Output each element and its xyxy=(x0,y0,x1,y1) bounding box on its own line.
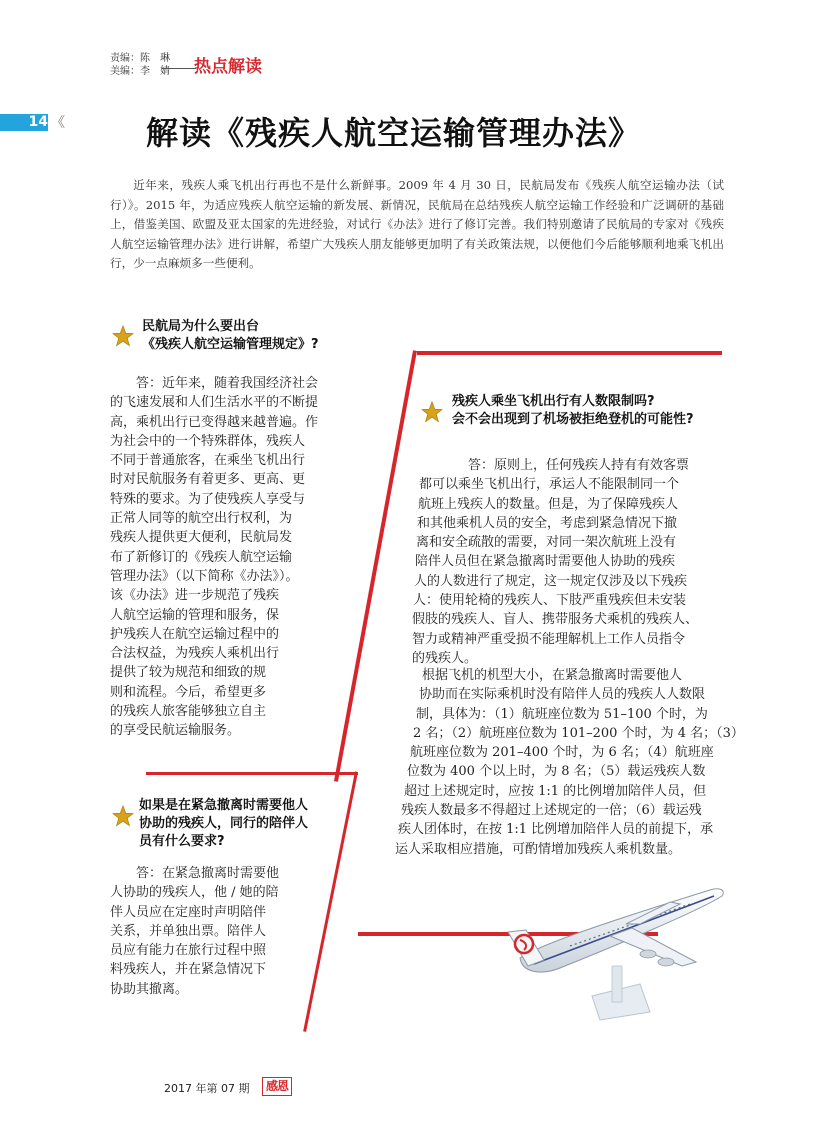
text-line: 高，乘机出行已变得越来越普遍。作 xyxy=(110,414,319,430)
question-1-line-1: 民航局为什么要出台 xyxy=(142,319,260,334)
star-icon xyxy=(112,325,134,347)
text-line: 的享受民航运输服务。 xyxy=(110,723,241,739)
text-line: 不同于普通旅客，在乘坐飞机出行 xyxy=(110,453,306,469)
page-number: 14 xyxy=(28,114,48,130)
text-line: 协助而在实际乘机时没有陪伴人员的残疾人人数限 xyxy=(419,687,706,703)
text-line: 协助的残疾人，同行的陪伴人 xyxy=(139,816,309,831)
text-line: 位数为 400 个以上时，为 8 名；（5）载运残疾人数 xyxy=(407,764,706,780)
text-line: 如果是在紧急撤离时需要他人 xyxy=(139,798,309,813)
section-tag: 热点解读 xyxy=(194,57,262,77)
text-line: 超过上述规定时，应按 1:1 的比例增加陪伴人员，但 xyxy=(404,783,707,799)
issue-label: 2017 年第 07 期 xyxy=(164,1082,250,1095)
text-line: 布了新修订的《残疾人航空运输 xyxy=(110,549,293,565)
intro-paragraph: 近年来，残疾人乘飞机出行再也不是什么新鲜事。2009 年 4 月 30 日，民航局发布《残疾人航空运输办法（试行）》。2015 年，为适应残疾人航空运输的新发展、新情况，民航局在总结残疾人航空运输工作经验和广泛调研的基础上，借鉴美国、欧盟及亚太国家的先进经验，对试行《办法》进行了修订完善。我们特别邀请了民航局的专家对《残疾人航空运输管理办法》进行讲解，希望广大残疾人朋友能够更加明了有关政策法规，以便他们今后能够顺利地乘飞机出行，少一点麻烦多一些便利。 xyxy=(110,178,724,270)
frame-line-left-top xyxy=(146,772,358,775)
question-2-line-1: 残疾人乘坐飞机出行有人数限制吗? xyxy=(452,394,655,409)
text-line: 的飞速发展和人们生活水平的不断提 xyxy=(110,395,319,411)
frame-line-left-diagonal xyxy=(303,771,358,1031)
text-line: 智力或精神严重受损不能理解机上工作人员指令 xyxy=(412,631,686,647)
text-line: 疾人团体时，在按 1:1 比例增加陪伴人员的前提下，承 xyxy=(398,822,714,838)
star-icon xyxy=(421,401,443,423)
text-line: 答：原则上，任何残疾人持有有效客票 xyxy=(468,458,690,473)
editor-name: 责编：陈 琳 xyxy=(110,53,170,64)
text-line: 答：近年来，随着我国经济社会 xyxy=(136,376,319,391)
frame-line-top xyxy=(417,351,722,355)
text-line: 关系，并单独出票。陪伴人 xyxy=(110,923,267,939)
question-3-heading xyxy=(139,797,308,851)
text-line: 特殊的要求。为了使残疾人享受与 xyxy=(110,491,306,507)
page-arrow-glyph: 《 xyxy=(51,115,65,131)
text-line: 料残疾人，并在紧急情况下 xyxy=(110,962,267,978)
text-line: 都可以乘坐飞机出行，承运人不能限制同一个 xyxy=(419,477,680,493)
text-line: 答：在紧急撤离时需要他 xyxy=(136,866,280,881)
airplane-model-image xyxy=(500,880,730,1028)
text-line: 陪伴人员但在紧急撤离时需要他人协助的残疾 xyxy=(415,554,676,570)
question-2-heading xyxy=(452,393,694,429)
text-line: 员应有能力在旅行过程中照 xyxy=(110,943,267,959)
text-line: 人的人数进行了规定，这一规定仅涉及以下残疾 xyxy=(414,573,688,589)
text-line: 残疾人提供更大便利，民航局发 xyxy=(110,530,293,546)
text-line: 运人采取相应措施，可酌情增加残疾人乘机数量。 xyxy=(395,841,682,857)
text-line: 人协助的残疾人，他 / 她的陪 xyxy=(110,885,279,901)
text-line: 残疾人数最多不得超过上述规定的一倍；（6）载运残 xyxy=(401,803,702,819)
text-line: 员有什么要求? xyxy=(139,834,225,849)
text-line: 的残疾人旅客能够独立自主 xyxy=(110,704,267,720)
text-line: 2 名；（2）航班座位数为 101–200 个时，为 4 名；（3） xyxy=(413,725,744,741)
text-line: 合法权益，为残疾人乘机出行 xyxy=(110,646,280,662)
text-line: 提供了较为规范和细致的规 xyxy=(110,665,267,681)
question-1-heading xyxy=(142,318,319,354)
text-line: 的残疾人。 xyxy=(412,650,478,666)
text-line: 为社会中的一个特殊群体，残疾人 xyxy=(110,433,306,449)
text-line: 时对民航服务有着更多、更高、更 xyxy=(110,472,306,488)
text-line: 和其他乘机人员的安全，考虑到紧急情况下撤 xyxy=(417,515,678,531)
text-line: 人：使用轮椅的残疾人、下肢严重残疾但未安装 xyxy=(413,593,687,609)
article-title: 解读《残疾人航空运输管理办法》 xyxy=(146,114,642,152)
text-line: 根据飞机的机型大小，在紧急撤离时需要他人 xyxy=(422,668,683,683)
answer-3 xyxy=(110,864,279,999)
editor-credits xyxy=(110,52,170,78)
text-line: 人航空运输的管理和服务，保 xyxy=(110,607,280,623)
text-line: 正常人同等的航空出行权利，为 xyxy=(110,511,293,527)
text-line: 航班座位数为 201–400 个时，为 6 名；（4）航班座 xyxy=(410,745,714,761)
text-line: 离和安全疏散的需要，对同一架次航班上没有 xyxy=(416,535,677,551)
answer-2-paragraph-2 xyxy=(384,666,744,859)
text-line: 伴人员应在定座时声明陪伴 xyxy=(110,904,267,920)
text-line: 协助其撤离。 xyxy=(110,981,189,997)
answer-2-paragraph-1 xyxy=(412,456,717,668)
magazine-logo: 感恩 xyxy=(262,1077,292,1096)
text-line: 则和流程。今后，希望更多 xyxy=(110,684,267,700)
text-line: 假肢的残疾人、盲人、携带服务犬乘机的残疾人、 xyxy=(412,612,699,628)
designer-name: 美编：李 婧 xyxy=(110,66,170,77)
answer-1 xyxy=(110,374,318,741)
star-icon xyxy=(112,805,134,827)
text-line: 制，具体为：（1）航班座位数为 51–100 个时，为 xyxy=(416,706,708,722)
text-line: 护残疾人在航空运输过程中的 xyxy=(110,626,280,642)
text-line: 管理办法》（以下简称《办法》）。 xyxy=(110,568,299,584)
text-line: 该《办法》进一步规范了残疾 xyxy=(110,588,280,604)
question-1-line-2: 《残疾人航空运输管理规定》? xyxy=(142,337,319,352)
text-line: 航班上残疾人的数量。但是，为了保障残疾人 xyxy=(418,496,679,512)
credits-rule xyxy=(162,68,196,69)
question-2-line-2: 会不会出现到了机场被拒绝登机的可能性? xyxy=(452,412,694,427)
